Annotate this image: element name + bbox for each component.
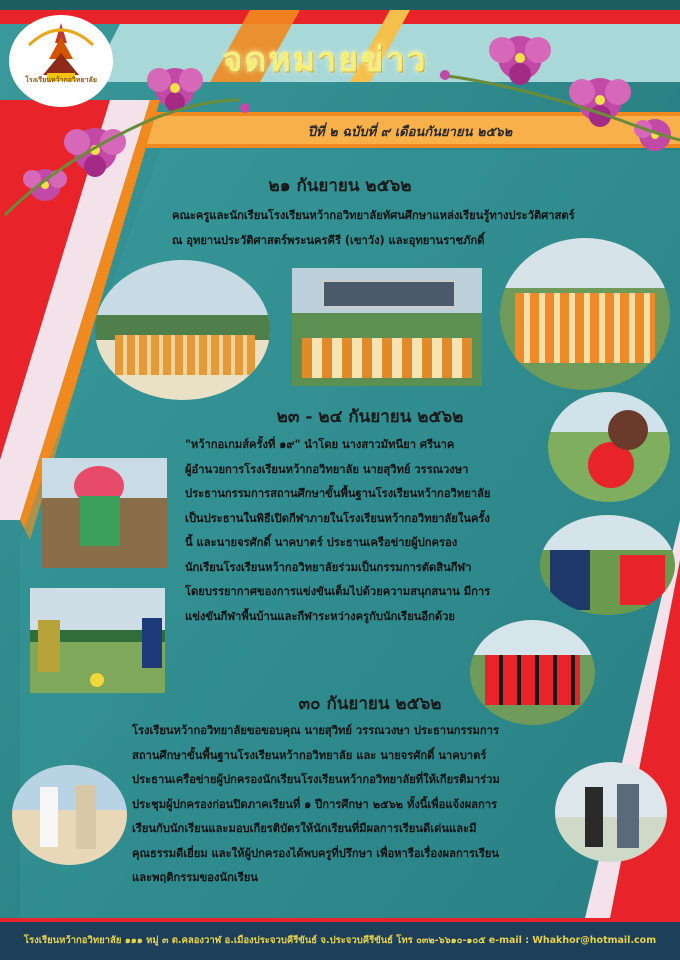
text-line: แข่งขันกีฬาพื้นบ้านและกีฬาระหว่างครูกับนักเรียนอีกด้วย [185,609,455,623]
text-line: คุณธรรมดีเยี่ยม และให้ผู้ปกครองได้พบครูที่ปรึกษา เพื่อหารือเรื่องผลการเรียน [132,846,500,860]
text-line: "หว้ากอเกมส์ครั้งที่ ๑๙" นำโดย นางสาวมัทนียา ศรีนาค [185,438,455,451]
photo-certificate-left [12,765,127,865]
photo-group-trees [500,238,670,390]
school-logo [9,15,113,107]
text-line: เรียนกับนักเรียนและมอบเกียรติบัตรให้นักเรียนที่มีผลการเรียนดีเด่นและมี [132,822,477,835]
newsletter-title: จดหมายข่าว [222,40,428,80]
text-line: ประชุมผู้ปกครองก่อนปิดภาคเรียนที่ ๑ ปีการศึกษา ๒๕๖๒ ทั้งนี้เพื่อแจ้งผลการ [132,797,498,811]
section2-date: ๒๓ - ๒๔ กันยายน ๒๕๖๒ [276,407,464,427]
section1-date: ๒๑ กันยายน ๒๕๖๒ [268,176,412,196]
photo-mascot [42,458,167,568]
text-line: โรงเรียนหว้ากอวิทยาลัยขอขอบคุณ นายสุวิทย์ วรรณวงษา ประธานกรรมการ [132,724,499,737]
issue-info: ปีที่ ๒ ฉบับที่ ๙ เดือนกันยายน ๒๕๖๒ [307,125,513,140]
photo-park-sign [292,268,482,386]
text-line: นักเรียนโรงเรียนหว้ากอวิทยาลัยร่วมเป็นกรรมการตัดสินกีฬา [185,560,472,574]
text-line: คณะครูและนักเรียนโรงเรียนหว้ากอวิทยาลัยทัศนศึกษาแหล่งเรียนรู้ทางประวัติศาสตร์ [172,209,575,222]
text-line: และพฤติกรรมของนักเรียน [132,871,258,884]
text-line: นี้ และนายจรศักดิ์ นาคบาตร์ ประธานเครือข่ายผู้ปกครอง [185,536,458,549]
photo-teacher-game [540,515,675,615]
photo-certificate-right [555,762,667,862]
text-line: ประธานเครือข่ายผู้ปกครองนักเรียนโรงเรียนหว้ากอวิทยาลัยที่ให้เกียรติมาร่วม [132,773,500,786]
photo-football [30,588,165,693]
text-line: เป็นประธานในพิธีเปิดกีฬาภายในโรงเรียนหว้ากอวิทยาลัยในครั้ง [185,511,490,525]
text-line: โดยบรรยากาศของการแข่งขันเต็มไปด้วยความสนุกสนาน มีการ [185,585,491,598]
text-line: สถานศึกษาขั้นพื้นฐานโรงเรียนหว้ากอวิทยาลัย และ นายจรศักดิ์ นาคบาตร์ [132,748,487,762]
section3-date: ๓๐ กันยายน ๒๕๖๒ [298,694,442,714]
photo-group-monument [95,260,270,400]
text-line: ประธานกรรมการสถานศึกษาขั้นพื้นฐานโรงเรียนหว้ากอวิทยาลัย [185,487,491,500]
text-line: ผู้อำนวยการโรงเรียนหว้ากอวิทยาลัย นายสุวิทย์ วรรณวงษา [185,462,469,476]
footer-contact: โรงเรียนหว้ากอวิทยาลัย ๑๑๑ หมู่ ๓ ต.คลองวาฬ อ.เมืองประจวบคีรีขันธ์ จ.ประจวบคีรีขันธ์ โทร ๐๓๒-๖๖๑๐-๑๐๕ e-mail : Whakhor@hotmail.com [23,935,657,946]
section3-text [132,719,572,891]
text-line: ณ อุทยานประวัติศาสตร์พระนครคีรี (เขาวัง) และอุทยานราชภักดิ์ [172,233,485,247]
photo-balloon [548,392,670,502]
section2-text [185,433,555,629]
logo-caption: โรงเรียนหว้ากอวิทยาลัย [25,76,97,84]
